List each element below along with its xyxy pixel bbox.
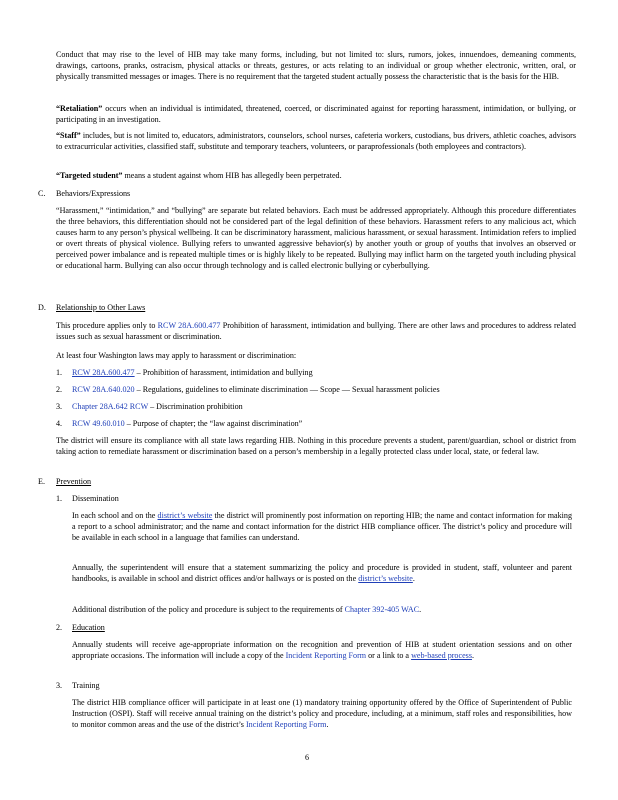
dissemination-p2 <box>72 562 572 584</box>
section-e-letter: E. <box>38 477 45 486</box>
dissemination-p3-text-2: . <box>419 605 422 614</box>
section-d-intro <box>56 320 576 342</box>
dissemination-p2-text-2: . <box>412 574 415 583</box>
training-text: The district HIB compliance officer will participate in at least one (1) mandatory training opportunity offered by the Office of Superintendent of Public Instruction (OSPI). Staff will receive annual training on the district’s policy and procedure, including, at a minimum, staff roles and responsibilities, how to monitor common areas and the use of the district’s <box>72 698 572 729</box>
section-c-letter: C. <box>38 189 46 198</box>
section-c-heading: Behaviors/Expressions <box>56 189 131 198</box>
targeted-text: means a student against whom HIB has allegedly been perpetrated. <box>122 171 342 180</box>
web-based-process-link[interactable]: web-based process <box>411 651 472 660</box>
laws-lead-text: At least four Washington laws may apply to harassment or discrimination: <box>56 351 297 360</box>
sub-3-num: 3. <box>56 681 63 690</box>
dissemination-p1-text: In each school and on the <box>72 511 158 520</box>
conduct-text: Conduct that may rise to the level of HIB may take many forms, including, but not limited to: slurs, rumors, jokes, innuendoes, demeaning comments, drawings, cartoons, pranks, ostracism, physical attacks or threats, gestures, or acts relating to an individual or group whether electronic, written, oral, or physically transmitted messages or images. There is no requirement that the targeted student actually possess the characteristic that is the basis for the HIB. <box>56 50 576 81</box>
law-item-3-num: 3. <box>56 402 63 411</box>
law-item-2 <box>72 384 440 395</box>
district-website-link-1[interactable]: district’s website <box>157 511 213 520</box>
section-d-laws-lead <box>56 350 576 361</box>
education-text: Annually students will receive age-appropriate information on the recognition and prevention of HIB at student orientation sessions and on other appropriate occasions. The information will include a copy of the <box>72 640 572 660</box>
education-p1 <box>72 639 572 661</box>
law-2-link[interactable]: RCW 28A.640.020 <box>72 385 135 394</box>
staff-definition <box>56 130 576 152</box>
section-e-heading: Prevention <box>56 477 92 486</box>
law-item-4-num: 4. <box>56 419 63 428</box>
incident-reporting-form-link-2[interactable]: Incident Reporting Form <box>245 720 327 729</box>
compliance-text: The district will ensure its compliance with all state laws regarding HIB. Nothing in this procedure prevents a student, parent/guardian, school or district from taking action to remediate harassment or discrimination based on a person’s membership in a legally protected class under local, state, or federal law. <box>56 436 576 456</box>
retaliation-definition <box>56 103 576 125</box>
dissemination-p3-text: Additional distribution of the policy and procedure is subject to the requirements of <box>72 605 345 614</box>
law-item-4 <box>72 418 302 429</box>
section-d-compliance <box>56 435 576 457</box>
law-2-text: – Regulations, guidelines to eliminate discrimination — Scope — Sexual harassment policies <box>134 385 440 394</box>
dissemination-p3 <box>72 604 572 615</box>
education-text-2: or a link to a <box>366 651 412 660</box>
law-1-link[interactable]: RCW 28A.600.477 <box>72 368 135 377</box>
sub-2-heading: Education <box>72 623 105 632</box>
dissemination-p1-text-2: the district will prominently post information on reporting HIB; the name and contact information for making a report to a school administrator; and the name and contact information for the district HIB compliance officer. The district’s policy and procedure will be available in each school in a language that families can understand. <box>72 511 572 542</box>
law-item-1-num: 1. <box>56 368 63 377</box>
incident-reporting-form-link-1[interactable]: Incident Reporting Form <box>285 651 367 660</box>
training-text-2: . <box>326 720 329 729</box>
retaliation-term: “Retaliation” <box>56 104 103 113</box>
law-item-2-num: 2. <box>56 385 63 394</box>
law-1-text: – Prohibition of harassment, intimidation and bullying <box>134 368 313 377</box>
sub-2-num: 2. <box>56 623 63 632</box>
section-d-intro-text: This procedure applies only to <box>56 321 158 330</box>
section-d-heading: Relationship to Other Laws <box>56 303 146 312</box>
section-c-body <box>56 205 576 271</box>
page-number: 6 <box>305 753 309 762</box>
dissemination-p1 <box>72 510 572 543</box>
behaviors-text: “Harassment,” “intimidation,” and “bullying” are separate but related behaviors. Each must be addressed appropriately. Although this procedure differentiates the three behaviors, this differentiation should not be considered part of the legal definition of these behaviors. Harassment refers to any malicious act, which causes harm to any person’s physical wellbeing. It can be discriminatory harassment, malicious harassment, or sexual harassment. Intimidation refers to implied or overt threats of physical violence. Bullying refers to unwanted aggressive behavior(s) by another youth or group of youths that involves an observed or perceived power imbalance and is repeated multiple times or is highly likely to be repeated. Bullying may inflict harm on the targeted youth including physical or educational harm. Bullying can also occur through technology and is called electronic bullying or cyberbullying. <box>56 206 576 270</box>
law-3-text: – Discrimination prohibition <box>148 402 243 411</box>
staff-term: “Staff” <box>56 131 81 140</box>
law-4-text: – Purpose of chapter; the “law against discrimination” <box>124 419 303 428</box>
education-text-3: . <box>471 651 474 660</box>
law-item-1 <box>72 367 313 378</box>
law-item-3 <box>72 401 243 412</box>
targeted-term: “Targeted student” <box>56 171 123 180</box>
section-d-letter: D. <box>38 303 46 312</box>
rcw-28a-600-477-link[interactable]: RCW 28A.600.477 <box>157 321 221 330</box>
dissemination-p2-text: Annually, the superintendent will ensure that a statement summarizing the policy and procedure is provided in student, staff, volunteer and parent handbooks, is available in school and district offices and/or hallways or is posted on the <box>72 563 572 583</box>
wac-chapter-link[interactable]: Chapter 392-405 WAC <box>344 605 420 614</box>
conduct-paragraph <box>56 49 576 82</box>
law-4-link[interactable]: RCW 49.60.010 <box>72 419 125 428</box>
section-d-intro-text-2: Prohibition of harassment, intimidation and bullying. There are other laws and procedures to address related issues such as sexual harassment or discrimination. <box>56 321 576 341</box>
staff-text: includes, but is not limited to, educators, administrators, counselors, school nurses, cafeteria workers, custodians, bus drivers, athletic coaches, advisors to extracurricular activities, classified staff, substitute and temporary teachers, volunteers, or paraprofessionals (both employees and contractors). <box>56 131 576 151</box>
sub-1-num: 1. <box>56 494 63 503</box>
targeted-student-definition <box>56 170 576 181</box>
sub-3-heading: Training <box>72 681 100 690</box>
sub-1-heading: Dissemination <box>72 494 119 503</box>
retaliation-text: occurs when an individual is intimidated, threatened, coerced, or discriminated against for reporting harassment, intimidation, or bullying, or participating in an investigation. <box>56 104 576 124</box>
training-p1 <box>72 697 572 730</box>
law-3-link[interactable]: Chapter 28A.642 RCW <box>72 402 149 411</box>
district-website-link-2[interactable]: district’s website <box>358 574 413 583</box>
